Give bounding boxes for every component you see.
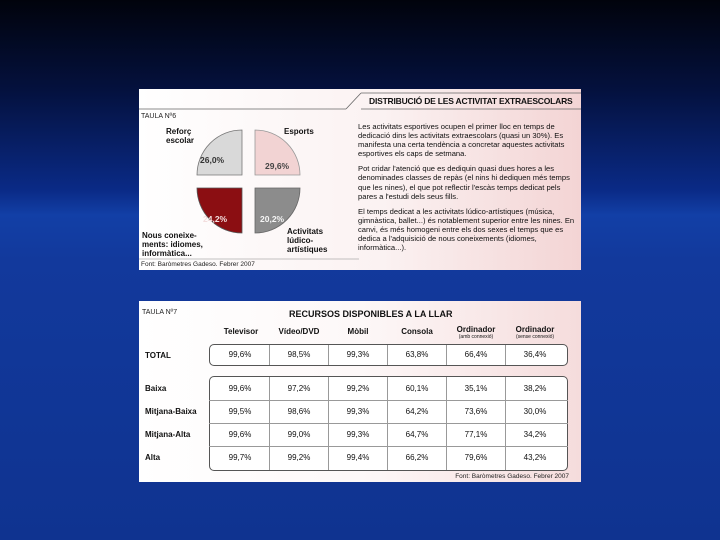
row-label: Mitjana-Baixa	[145, 407, 197, 416]
table-cell: 38,2%	[523, 384, 547, 393]
column-header: Ordinador (sense connexió)	[515, 325, 555, 340]
source-note: Font: Baròmetres Gadeso. Febrer 2007	[455, 473, 569, 480]
column-header: Ordinador (amb connexió)	[456, 325, 496, 340]
table-cell: 99,5%	[228, 407, 252, 416]
column-header: Consola	[401, 327, 433, 336]
paragraph: Les activitats esportives ocupen el primer lloc en temps de dedicació dins les activitats extraescolars (quasi un 30%). Es manifesta una certa tendència a concretar aquestes activitats esportives els caps de setmana.	[358, 122, 565, 159]
table-cell: 98,5%	[287, 350, 311, 359]
table-cell: 30,0%	[523, 407, 547, 416]
table-cell: 99,7%	[228, 453, 252, 462]
table-cell: 97,2%	[287, 384, 311, 393]
activities-distribution-panel	[139, 89, 581, 270]
table-cell: 99,6%	[228, 350, 252, 359]
source-note: Font: Baròmetres Gadeso. Febrer 2007	[141, 261, 255, 268]
pie-slice-nous	[197, 188, 242, 233]
table-cell: 34,2%	[523, 430, 547, 439]
table-cell: 99,3%	[346, 407, 370, 416]
paragraph: El temps dedicat a les activitats lúdico-artístiques (música, gimnàstica, ballet...) és notablement superior entre les nines. En canvi, és més homogeni entre els dos sexes el temps que es dedica a l'adquisició de nous coneixements (idiomes, informàtica...).	[358, 206, 575, 253]
table-cell: 98,6%	[287, 407, 311, 416]
table-cell: 66,4%	[464, 350, 488, 359]
table-cell: 77,1%	[464, 430, 488, 439]
table-cell: 99,2%	[346, 384, 370, 393]
row-label: Mitjana-Alta	[145, 430, 191, 439]
table-cell: 43,2%	[523, 453, 547, 462]
table-cell: 99,3%	[346, 350, 370, 359]
table-cell: 99,3%	[346, 430, 370, 439]
table-cell: 99,0%	[287, 430, 311, 439]
table-cell: 35,1%	[464, 384, 488, 393]
table-label: TAULA Nº6	[141, 113, 177, 120]
column-header: Mòbil	[347, 327, 369, 336]
table-cell: 79,6%	[464, 453, 488, 462]
row-label: Baixa	[145, 384, 167, 393]
table-cell: 66,2%	[405, 453, 429, 462]
label-nous: Nous coneixe-ments: idiomes, informàtica...	[142, 231, 203, 258]
value-reforc: 26,0%	[200, 155, 225, 165]
label-ludic: Activitats lúdico-artístiques	[287, 227, 328, 254]
column-header: Vídeo/DVD	[278, 327, 320, 336]
description-text	[358, 122, 576, 258]
column-header: Televisor	[223, 327, 259, 336]
page-title: DISTRIBUCIÓ DE LES ACTIVITAT EXTRAESCOLARS	[369, 96, 573, 106]
value-nous: 24,2%	[203, 214, 228, 224]
paragraph: Pot cridar l'atenció que es dediquin quasi dues hores a les denominades classes de repàs (el nins hi dediquen més temps que les nines), el que pot reflectir l'escàs temps dedicat pels pares a l'estudi dels seus fills.	[358, 164, 570, 201]
table-cell: 64,2%	[405, 407, 429, 416]
household-resources-panel	[139, 301, 581, 482]
table-cell: 63,8%	[405, 350, 429, 359]
value-esports: 29,6%	[265, 161, 290, 171]
table-cell: 73,6%	[464, 407, 488, 416]
table-cell: 60,1%	[405, 384, 429, 393]
table-cell: 64,7%	[405, 430, 429, 439]
row-label-total: TOTAL	[145, 351, 171, 360]
table-cell: 99,2%	[287, 453, 311, 462]
value-ludic: 20,2%	[260, 214, 285, 224]
row-label: Alta	[145, 453, 161, 462]
table-title: RECURSOS DISPONIBLES A LA LLAR	[289, 309, 453, 319]
label-reforc: Reforç escolar	[166, 127, 195, 145]
table-cell: 99,4%	[346, 453, 370, 462]
table-label: TAULA Nº7	[142, 309, 178, 316]
table-cell: 99,6%	[228, 384, 252, 393]
table-cell: 36,4%	[523, 350, 547, 359]
table-cell: 99,6%	[228, 430, 252, 439]
label-esports: Esports	[284, 127, 314, 136]
